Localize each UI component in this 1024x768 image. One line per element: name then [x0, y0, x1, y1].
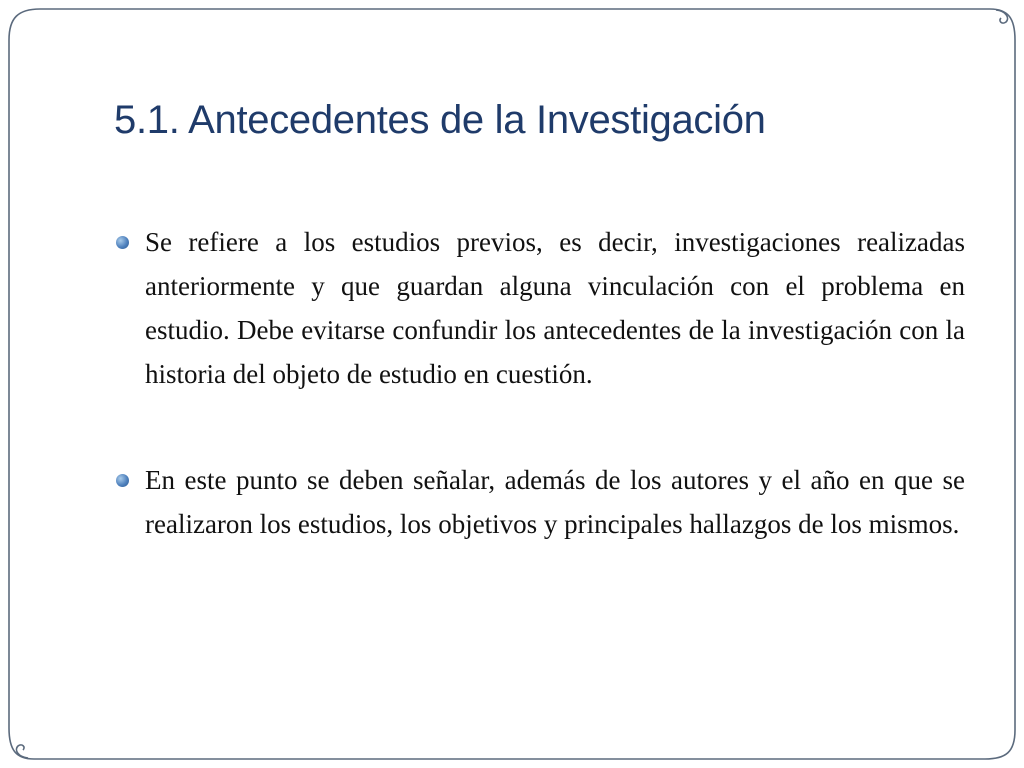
- bullet-list: [145, 220, 965, 608]
- bullet-item: [145, 458, 965, 546]
- bullet-text: Se refiere a los estudios previos, es decir, investigaciones realizadas anteriormente y que guardan alguna vinculación con el problema en estudio. Debe evitarse confundir los antecedentes de la investigación con la historia del objeto de estudio en cuestión.: [145, 227, 965, 389]
- slide-title: 5.1. Antecedentes de la Investigación: [114, 98, 766, 142]
- bullet-text: En este punto se deben señalar, además de los autores y el año en que se realizaron los estudios, los objetivos y principales hallazgos de los mismos.: [145, 465, 965, 539]
- bullet-icon: [116, 236, 129, 249]
- bullet-icon: [116, 474, 129, 487]
- bullet-item: [145, 220, 965, 396]
